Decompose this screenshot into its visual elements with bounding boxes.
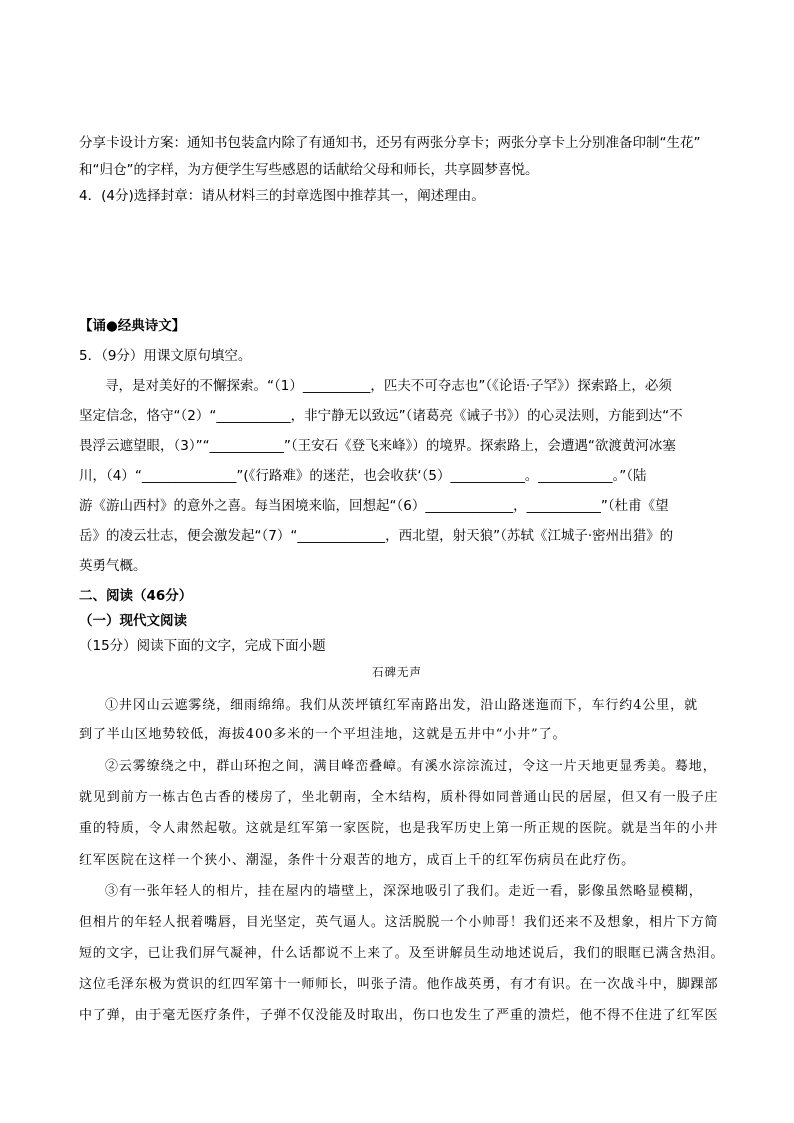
q5-line: 游《游山西村》的意外之喜。每当困境来临，回想起“（6）_____________，___________”（杜甫《望 — [79, 498, 669, 514]
story-line: ①井冈山云遮雾绕，细雨绵绵。我们从茨坪镇红军南路出发，沿山路迷迤而下，车行约4公里，就 — [105, 698, 698, 713]
question-5-heading: 5．（9分）用课文原句填空。 — [79, 348, 252, 364]
q5-line: 岳》的凌云壮志，便会激发起“（7）“_____________，西北望，射天狼”（苏轼《江城子·密州出猎》的 — [79, 528, 674, 544]
q5-line: 川，（4）“______________”(《行路难》的迷茫，也会收获‘（5）___________。___________。”（陆 — [79, 468, 647, 484]
story-line: 但相片的年轻人抿着嘴唇，目光坚定，英气逼人。这活脱脱一个小帅哥！我们还来不及想象，相片下方简 — [79, 915, 719, 930]
section-recite-heading: 【诵●经典诗文】 — [79, 318, 186, 334]
story-line: ③有一张年轻人的相片，挂在屋内的墙壁上，深深地吸引了我们。走近一看，影像虽然略显模糊， — [105, 884, 703, 899]
question-4: 4．(4分)选择封章：请从材料三的封章选图中推荐其一，阐述理由。 — [79, 188, 485, 204]
story-title: 石碑无声 — [372, 665, 422, 679]
story-line: 就见到前方一栋古色古香的楼房了，坐北朝南，全木结构，质朴得如同普通山民的居屋，但又有一股子庄 — [79, 790, 719, 805]
q5-line: 寻，是对美好的不懈探索。“（1）__________，匹夫不可夺志也”（《论语·子罕》）探索路上，必须 — [105, 378, 672, 394]
q5-line: 畏浮云遮望眼，（3）”“___________”（王安石《登飞来峰》）的境界。探索路上，会遭遇“欲渡黄河冰塞 — [79, 438, 676, 454]
q5-line: 英勇气概。 — [79, 558, 147, 574]
story-line: 到了半山区地势较低，海拔400多米的一个平坦洼地，这就是五井中“小井”了。 — [79, 727, 567, 742]
section-two-heading: 二、阅读（46分） — [79, 588, 193, 604]
story-line: 短的文字，已让我们屏气凝神，什么话都说不上来了。及至讲解员生动地述说后，我们的眼眶已满含热泪。 — [79, 946, 725, 961]
share-card-line-2: 和“归仓”的字样，为方便学生写些感恩的话献给父母和师长，共享圆梦喜悦。 — [79, 162, 539, 178]
story-line: 重的特质，令人肃然起敬。这就是红军第一家医院，也是我军历史上第一所正规的医院。就是当年的小井 — [79, 821, 719, 836]
q5-line: 坚定信念，恪守“（2）“___________，非宁静无以致远”（诸葛亮《诫子书》）的心灵法则，方能到达“不 — [79, 408, 683, 424]
story-line: 中了弹，由于毫无医疗条件，子弹不仅没能及时取出，伤口也发生了严重的溃烂，他不得不住进了红军医 — [79, 1008, 719, 1023]
story-line: 这位毛泽东极为赏识的红四军第十一师师长，叫张子清。他作战英勇，有才有识。在一次战斗中，脚踝部 — [79, 977, 719, 992]
reading-intro: （15分）阅读下面的文字，完成下面小题 — [79, 638, 326, 654]
subsection-one-heading: （一）现代文阅读 — [79, 613, 187, 629]
story-line: ②云雾缭绕之中，群山环抱之间，满目峰峦叠嶂。有溪水淙淙流过，令这一片天地更显秀美。蓦地， — [105, 759, 717, 774]
share-card-line-1: 分享卡设计方案：通知书包装盒内除了有通知书，还另有两张分享卡；两张分享卡上分别准备印制“生花” — [79, 135, 701, 151]
story-line: 红军医院在这样一个狭小、潮湿，条件十分艰苦的地方，成百上千的红军伤病员在此疗伤。 — [79, 853, 636, 868]
